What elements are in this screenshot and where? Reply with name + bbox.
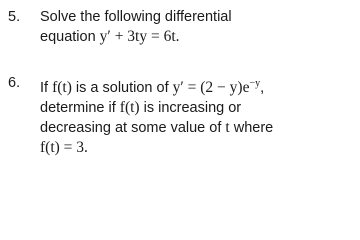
text-fragment: is a solution of bbox=[71, 79, 173, 96]
text-fragment: determine if bbox=[40, 99, 120, 116]
math-expression: f(t) = 3. bbox=[40, 138, 88, 156]
problem-line bbox=[40, 98, 352, 118]
math-expression: y′ = (2 − y)e bbox=[172, 78, 250, 96]
problem-text bbox=[40, 74, 352, 158]
problem-line: Solve the following differential bbox=[40, 9, 232, 25]
text-fragment: where bbox=[229, 119, 274, 136]
math-expression: y′ + 3ty = 6t. bbox=[99, 28, 180, 45]
problem-line bbox=[40, 27, 352, 47]
text-fragment: equation bbox=[40, 29, 100, 45]
problem-line bbox=[40, 138, 352, 158]
text-fragment: , bbox=[260, 79, 265, 96]
math-expression: f(t) bbox=[52, 78, 72, 96]
problem-number: 5. bbox=[8, 9, 21, 25]
math-expression: t bbox=[225, 118, 230, 136]
problem-text bbox=[40, 8, 352, 47]
problem-line bbox=[40, 118, 352, 138]
problem-line bbox=[40, 74, 352, 98]
text-fragment: If bbox=[40, 79, 53, 96]
text-fragment: is increasing or bbox=[139, 99, 242, 116]
math-superscript: −y bbox=[249, 78, 261, 89]
text-fragment: decreasing at some value of bbox=[40, 119, 226, 136]
problem-number: 6. bbox=[8, 75, 21, 91]
math-expression: f(t) bbox=[119, 98, 140, 116]
problem-5 bbox=[0, 8, 352, 47]
problem-6 bbox=[0, 74, 352, 158]
